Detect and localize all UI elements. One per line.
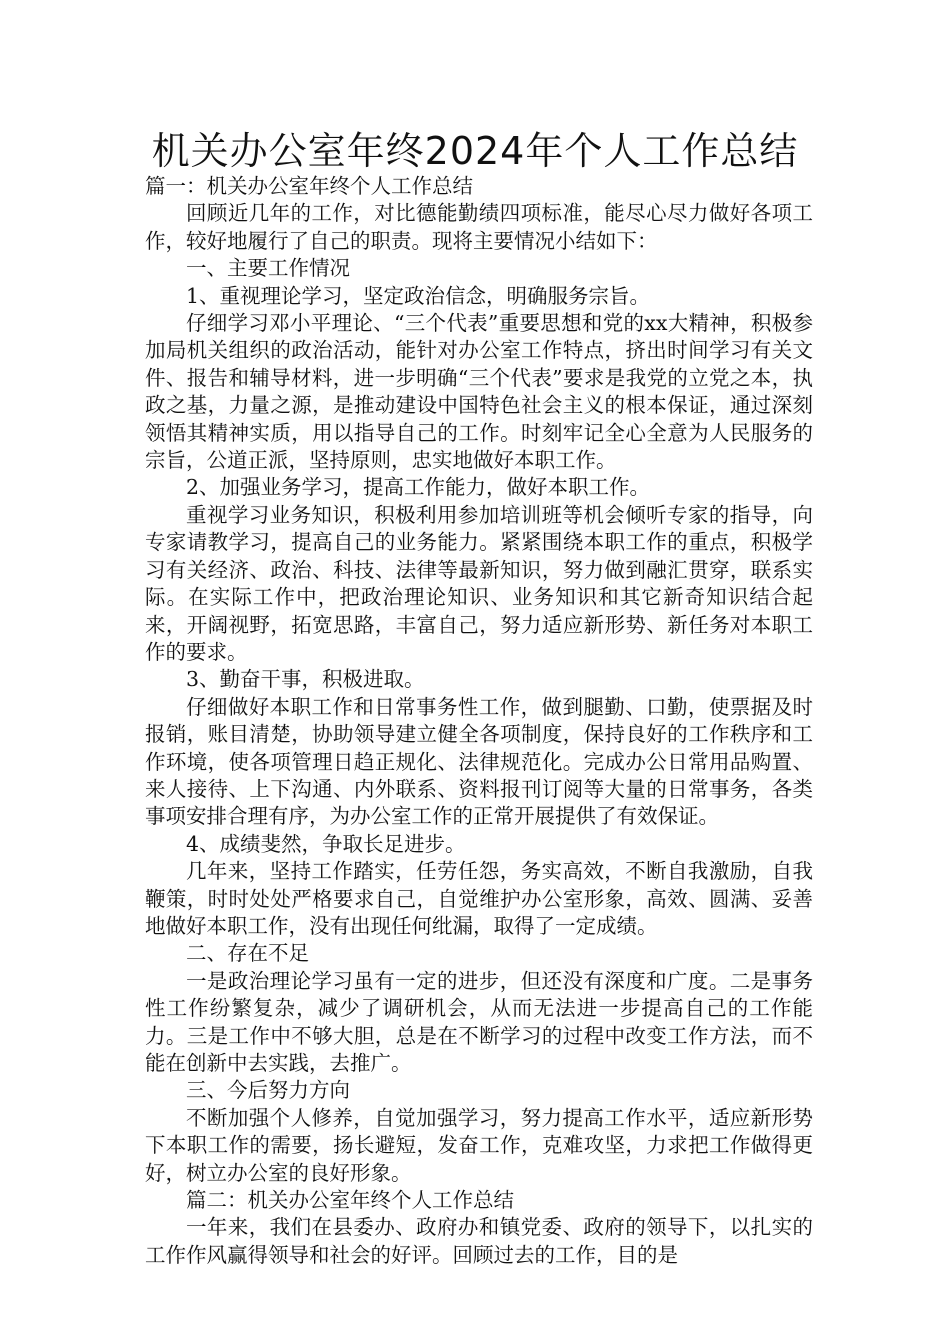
- paragraph: 一年来，我们在县委办、政府办和镇党委、政府的领导下，以扎实的工作作风赢得领导和社会的好评。回顾过去的工作，目的是: [145, 1215, 813, 1267]
- section-heading: 三、今后努力方向: [186, 1078, 350, 1103]
- document-body: [145, 173, 813, 1269]
- subsection-heading: 3、勤奋干事，积极进取。: [186, 667, 425, 692]
- paragraph: 重视学习业务知识，积极利用参加培训班等机会倾听专家的指导，向专家请教学习，提高自己的业务能力。紧紧围绕本职工作的重点，积极学习有关经济、政治、科技、法律等最新知识，努力做到融汇贯穿，联系实际。在实际工作中，把政治理论知识、业务知识和其它新奇知识结合起来，开阔视野，拓宽思路，丰富自己，努力适应新形势、新任务对本职工作的要求。: [145, 502, 813, 664]
- subsection-heading: 4、成绩斐然，争取长足进步。: [186, 831, 466, 856]
- section-heading: 篇一：机关办公室年终个人工作总结: [145, 174, 473, 198]
- subsection-heading: 2、加强业务学习，提高工作能力，做好本职工作。: [186, 475, 651, 500]
- paragraph: 一是政治理论学习虽有一定的进步，但还没有深度和广度。二是事务性工作纷繁复杂，减少了调研机会，从而无法进一步提高自己的工作能力。三是工作中不够大胆，总是在不断学习的过程中改变工作方法，而不能在创新中去实践，去推广。: [145, 968, 813, 1075]
- section-heading: 一、主要工作情况: [186, 256, 350, 281]
- subsection-heading: 1、重视理论学习，坚定政治信念，明确服务宗旨。: [186, 283, 651, 308]
- paragraph: 不断加强个人修养，自觉加强学习，努力提高工作水平，适应新形势下本职工作的需要，扬长避短，发奋工作，克难攻坚，力求把工作做得更好，树立办公室的良好形象。: [145, 1105, 813, 1185]
- document-title: 机关办公室年终2024年个人工作总结: [151, 129, 799, 173]
- paragraph: 仔细做好本职工作和日常事务性工作，做到腿勤、口勤，使票据及时报销，账目清楚，协助领导建立健全各项制度，保持良好的工作秩序和工作环境，使各项管理日趋正规化、法律规范化。完成办公日常用品购置、来人接待、上下沟通、内外联系、资料报刊订阅等大量的日常事务，各类事项安排合理有序，为办公室工作的正常开展提供了有效保证。: [145, 694, 813, 829]
- paragraph: 回顾近几年的工作，对比德能勤绩四项标准，能尽心尽力做好各项工作，较好地履行了自己的职责。现将主要情况小结如下：: [145, 201, 813, 253]
- section-heading: 二、存在不足: [186, 941, 309, 966]
- paragraph: 仔细学习邓小平理论、“三个代表”重要思想和党的xx大精神，积极参加局机关组织的政治活动，能针对办公室工作特点，挤出时间学习有关文件、报告和辅导材料，进一步明确“三个代表”要求是我党的立党之本，执政之基，力量之源，是推动建设中国特色社会主义的根本保证，通过深刻领悟其精神实质，用以指导自己的工作。时刻牢记全心全意为人民服务的宗旨，公道正派，坚持原则，忠实地做好本职工作。: [145, 311, 813, 473]
- paragraph: 几年来，坚持工作踏实，任劳任怨，务实高效，不断自我激励，自我鞭策，时时处处严格要求自己，自觉维护办公室形象，高效、圆满、妥善地做好本职工作，没有出现任何纰漏，取得了一定成绩。: [145, 859, 813, 938]
- section-heading: 篇二：机关办公室年终个人工作总结: [186, 1188, 514, 1213]
